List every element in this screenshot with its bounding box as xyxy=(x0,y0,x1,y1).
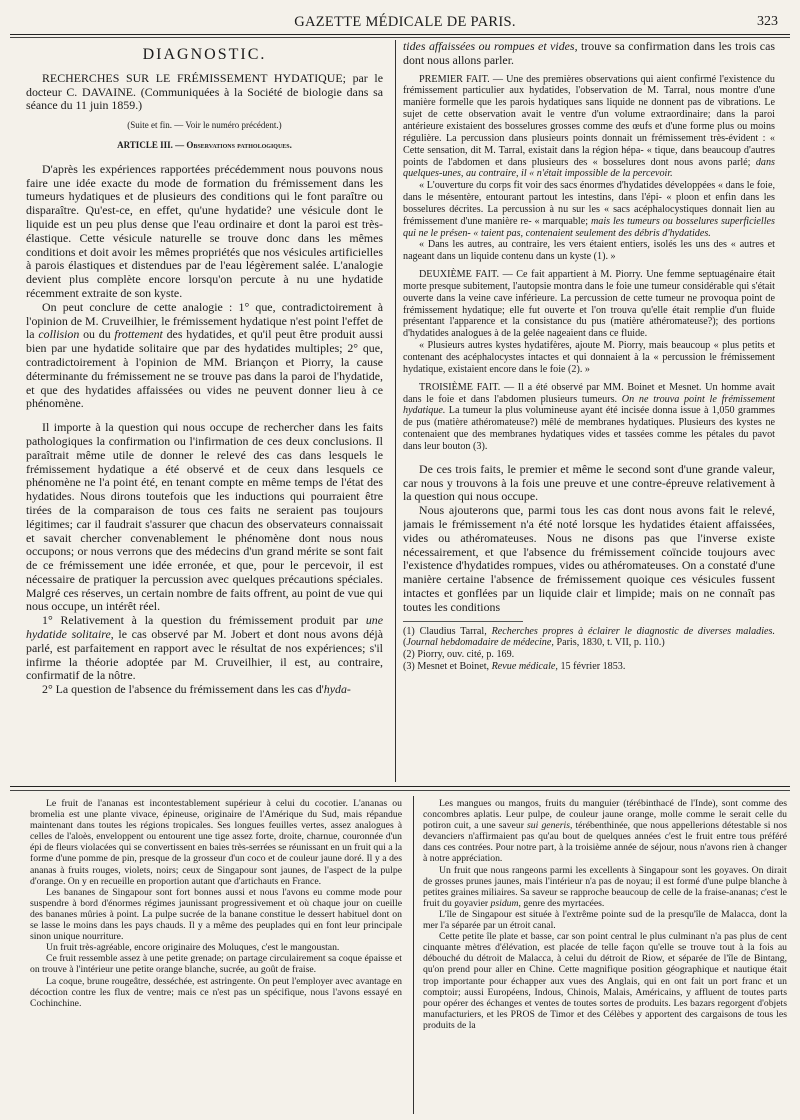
paragraph: L'île de Singapour est située à l'extrême pointe sud de la presqu'île de Malacca, dont la mer l'a séparée par un étroit canal. xyxy=(423,908,787,932)
paragraph: On peut conclure de cette analogie : 1° que, contradictoirement à l'opinion de M. Cruveilhier, le frémissement hydatique n'est point l'effet de la collision ou du frottement des hydatides, et qu'il peut être produit aussi bien par une hydatide solitaire que par des hydatides multiples; 2° que, contradictoirement à l'opinion de MM. Briançon et Piorry, la cause déterminante du frémissement ne se trouve pas dans la paroi de l'hydatide, et que des hydatides affaissées ou vides ne peuvent donner lieu à ce phénomène. xyxy=(26,299,383,411)
paragraph: tides affaissées ou rompues et vides, trouve sa confirmation dans les trois cas dont nous allons parler. xyxy=(403,40,775,67)
footnote-2: (2) Piorry, ouv. cité, p. 169. xyxy=(403,649,515,661)
article-subheading: ARTICLE III. — Observations pathologiques. xyxy=(117,139,292,150)
paragraph: Les mangues ou mangos, fruits du manguier (térébinthacé de l'Inde), sont comme des concombres aplatis. Leur pulpe, de couleur jaune orange, molle comme le serait celle du potiron cuit, a une saveur sui generis, térébenthinée, que nous appellerions détestable si nos devanciers n'affirmaient pas qu'au bout de quelques années c'est le fruit entre tous préféré dans ces contrées. Pour notre part, à la troisième année de séjour, nous n'avons rien à changer à notre appréciation. xyxy=(423,798,787,865)
case-two-quote: « Plusieurs autres kystes hydatifères, ajoute M. Piorry, mais beaucoup « plus petits et contenant des acéphalocystes intactes et qui donnaient à la « percussion le frémissement hydatique, existaient encore dans le foie (2). » xyxy=(403,340,775,375)
paragraph: La coque, brune rougeâtre, desséchée, est astringente. On peut l'employer avec avantage en décoction contre les flux de ventre; mais ce n'est pas un spécifique, nous l'avons essayé en Cochinchine. xyxy=(30,975,402,1009)
paragraph: Nous ajouterons que, parmi tous les cas dont nous avons fait le relevé, jamais le frémissement n'a été noté lorsque les hydatides étaient affaissées, vides ou athéromateuses. Nous ne disons pas que l'inverse existe nécessairement, et que l'absence du frémissement coïncide toujours avec l'existence d'hydatides rompues, vides ou athéromateuses. On a constaté d'une manière certaine l'absence de frémissement quoique ces vésicules fussent intactes et gonflées par un liquide clair et limpide; mais on ne connaît pas toutes les conditions xyxy=(403,503,775,614)
paragraph: D'après les expériences rapportées précédemment nous pouvons nous faire une idée exacte du mode de formation du frémissement dans les tumeurs hydatiques et de plusieurs des conditions qui le font paraître ou disparaître. Qu'est-ce, en effet, qu'une hydatide? une vésicule dont le liquide est un peu plus dense que l'eau ordinaire et dont la paroi est très-élastique. Cette vésicule naturelle se trouve donc dans les mêmes conditions et doit avoir les mêmes propriétés que nos vésicules artificielles à parois élastiques et distendues par de l'eau légèrement salée. L'analogie devient plus complète encore lorsqu'on percute à nu une hydatide récemment extraite de son kyste. xyxy=(26,161,383,300)
article-heading: RECHERCHES SUR LE FRÉMISSEMENT HYDATIQUE; par le docteur C. DAVAINE. (Communiquées à la Société de biologie dans sa séance du 11 juin 1859.) xyxy=(26,70,383,113)
footnote-1: (1) Claudius Tarral, Recherches propres à éclairer le diagnostic de diverses maladies. (Journal hebdomadaire de médecine, Paris, 1830, t. VII, p. 110.) xyxy=(403,625,775,649)
paragraph: De ces trois faits, le premier et même le second sont d'une grande valeur, car nous y trouvons à la fois une preuve et une contre-épreuve relativement à la question qui nous occupe. xyxy=(403,461,775,504)
paragraph: Le fruit de l'ananas est incontestablement supérieur à celui du cocotier. L'ananas ou bromelia est une plante vivace, épineuse, originaire de l'Amérique du Sud, mais répandue maintenant dans toutes les régions tropicales. Ses longues feuilles vertes, assez analogues à celles de l'aloès, enveloppent ou entourent une tige assez forte, droite, charnue, couronnée d'un épi de fleurs violacées qui se convertissent en baies très-serrées se réunissant en un fruit qui a la forme d'une pomme de pin, presque de la grosseur d'un coco et de couleur jaune doré. Il y a des ananas à fruits rouges, violets, noirs; ceux de Singapour sont jaunes, de l'aspect de la pulpe d'orange. On y en recueille en proportion autant que d'artichauts en France. xyxy=(30,798,402,887)
paragraph: Les bananes de Singapour sont fort bonnes aussi et nous l'avons eu comme mode pour suspendre à bord d'énormes régimes jaunissant progressivement et où chaque jour on cueille des bananes mûries à point. La pulpe sucrée de la banane constitue le dessert habituel dont on se lasse le moins dans les pays chauds. Il y a même des peuplades qui en font leur principale sinon unique nourriture. xyxy=(30,886,402,943)
case-one-quote: « Dans les autres, au contraire, les vers étaient entiers, isolés les uns des « autres et nageant dans un liquide contenu dans un kyste (1). » xyxy=(403,239,775,263)
header-rule xyxy=(10,34,790,35)
section-title: DIAGNOSTIC. xyxy=(142,46,267,63)
paragraph: Ce fruit ressemble assez à une petite grenade; on partage circulairement sa coque épaisse et on trouve à l'intérieur une petite orange blanche, sucrée, au goût de fraise. xyxy=(30,953,402,976)
suite-note: (Suite et fin. — Voir le numéro précédent.) xyxy=(127,120,282,131)
feuilleton-divider xyxy=(413,796,414,1114)
paragraph: Un fruit très-agréable, encore originaire des Moluques, c'est le mangoustan. xyxy=(46,942,340,954)
case-one: PREMIER FAIT. — Une des premières observations qui aient confirmé l'existence du frémissement particulier aux hydatides, l'observation de M. Tarral, nous montre d'une manière formelle que les parois hydatiques sans liquide ne donnent pas de vibrations. Le sujet de cette observation avait le ventre d'un volume extraordinaire; dans la paroi antérieure existaient des bosselures grosses comme des œufs et d'une forme plus ou moins régulière. La percussion dans plusieurs points donnait un frémissement très-évident : « Cette sensation, dit M. Tarral, existait dans la région hépa- « tique, dans beaucoup d'autres points de l'abdomen et dans plusieurs des « bosselures dont nous avons parlé; dans quelques-unes, au contraire, il « n'était impossible de la percevoir. xyxy=(403,73,775,180)
paragraph: Il importe à la question qui nous occupe de rechercher dans les faits pathologiques la confirmation ou l'infirmation de ces deux conclusions. Il paraîtrait même utile de donner le relevé des cas dans lesquels le frémissement hydatique a été observé et de ceux dans lesquels ce phénomène ne l'a point été, en tenant compte en même temps de l'état des hydatides. Nous dirons toutefois que les inductions qui pourraient être tirées de la comparaison de tous ces faits ne seraient pas toujours légitimes; car il faudrait s'assurer que chacun des observateurs connaissait et savait chercher convenablement le phénomène dont nous nous occupons; or nous verrons que des médecins d'un grand mérite se sont fait de ce frémissement une idée erronée, et que, pour le percevoir, il est nécessaire de pratiquer la percussion avec quelques précautions spéciales. Malgré ces réserves, un certain nombre de faits offrent, au point de vue qui nous occupe, un intérêt réel. xyxy=(26,420,383,614)
column-divider xyxy=(395,40,396,782)
feuilleton-left xyxy=(30,798,402,1114)
paragraph: Un fruit que nous rangeons parmi les excellents à Singapour sont les goyaves. On dirait de grosses prunes jaunes, mais l'intérieur n'a pas de noyau; il est formé d'une pulpe blanche à petites graines miliaires. Sa saveur se rapproche beaucoup de celle de la fraise-ananas; c'est le fruit du goyavier psidum, genre des myrtacées. xyxy=(423,864,787,909)
paragraph: 1° Relativement à la question du frémissement produit par une hydatide solitaire, le cas observé par M. Jobert et dont nous avons déjà parlé, est parfaitement en rapport avec le résultat de nos expériences; s'il infirme la théorie adoptée par M. Cruveilhier, il est, au contraire, confirmatif de la nôtre. xyxy=(26,613,383,683)
paragraph: 2° La question de l'absence du frémissement dans les cas d'hyda- xyxy=(42,682,351,697)
case-two: DEUXIÈME FAIT. — Ce fait appartient à M. Piorry. Une femme septuagénaire était morte presque subitement, l'autopsie montra dans le foie une tumeur considérable qui s'était ouverte dans la veine cave inférieure. La percussion de cette tumeur ne provoqua point de frémissement hydatique; elle fut ouverte et l'on trouva qu'elle était remplie d'un fluide présentant l'apparence et la consistance du pus (matière athéromateuse?); des portions d'hydatides analogues à de la gelée nageaient dans ce fluide. xyxy=(403,269,775,340)
paragraph: Cette petite île plate et basse, car son point central le plus culminant n'a pas plus de cent cinquante mètres d'élévation, est placée de telle façon qu'elle se trouve tout à la fois au débouché du détroit de Malacca, à celui du détroit de Riow, et séparée de l'île de Bintang, qu'on prend pour aller en Chine. Cette magnifique position géographique et nautique était trop importante pour échapper aux vues des Anglais, qui en ont fait un port franc et un comptoir; aussi Européens, Indous, Chinois, Malais, Américains, y affluent de toutes parts pour opérer des échanges et ventes de toutes sortes de produits. Les bazars regorgent d'objets manufacturiers, et les PROS de Timor et des Célèbes y apportent des cargaisons de tous les produits de la xyxy=(423,931,787,1031)
header-rule-thin xyxy=(10,37,790,38)
case-one-quote: « L'ouverture du corps fit voir des sacs énormes d'hydatides développées « dans le foie, dans le mésentère, entourant partout les intestins, dans l'épi- « ploon et enfin dans les bosselures décrites. La percussion à nu sur les « sacs acéphalocystiques donnait lien au frémissement d'une manière re- « marquable; mais les tumeurs ou bosselures superficielles qui ne le présen- « taient pas, contenaient seulement des débris d'hydatides. xyxy=(403,180,775,239)
right-column xyxy=(403,40,775,782)
footnote-3: (3) Mesnet et Boinet, Revue médicale, 15 février 1853. xyxy=(403,661,626,673)
footnotes xyxy=(403,626,775,673)
page-number: 323 xyxy=(757,14,778,29)
footnote-rule xyxy=(403,621,523,622)
case-three: TROISIÈME FAIT. — Il a été observé par MM. Boinet et Mesnet. Un homme avait dans le foie et dans l'abdomen plusieurs tumeurs. On ne trouva point le frémissement hydatique. La tumeur la plus volumineuse ayant été incisée donna issue à 1,050 grammes de pus (matière athéromateuse?) mêlé de membranes hydatiques. Plusieurs des kystes ne contenaient que des membranes hydatiques vides et tassées comme les pétales du pavot dans leur bouton (3). xyxy=(403,381,775,452)
feuilleton-rule-thin xyxy=(10,790,790,791)
feuilleton-right xyxy=(423,798,787,1114)
feuilleton-rule xyxy=(10,786,790,787)
page-header xyxy=(28,12,782,32)
journal-title: GAZETTE MÉDICALE DE PARIS. xyxy=(294,14,516,30)
left-column xyxy=(26,40,383,782)
